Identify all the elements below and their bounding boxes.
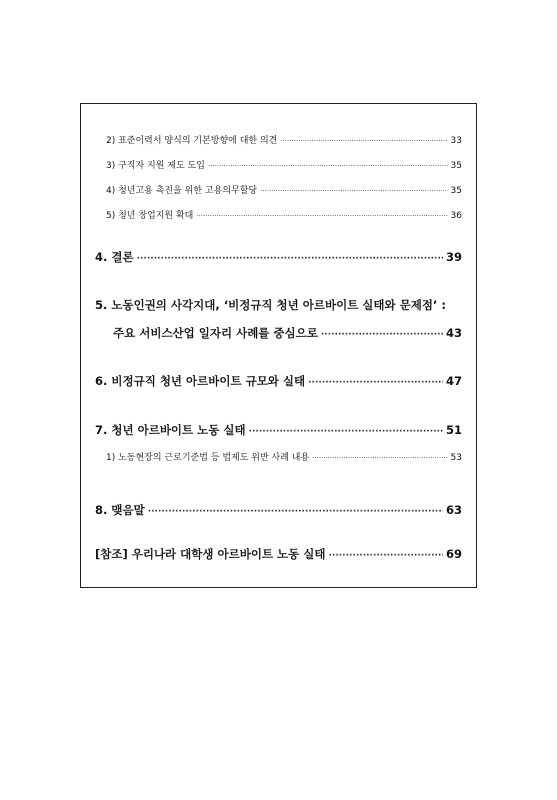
toc-section[interactable] [95, 502, 462, 518]
dot-leader [312, 454, 447, 462]
dot-leader [249, 427, 443, 437]
dot-leader [208, 162, 448, 170]
toc-section-page: 39 [445, 250, 462, 264]
toc-section-page: 47 [445, 374, 462, 388]
toc-entry-label: 4) 청년고용 촉진을 위한 고용의무할당 [106, 186, 258, 196]
toc-section-page: 51 [445, 423, 462, 437]
dot-leader [196, 212, 447, 220]
toc-entry[interactable] [106, 208, 462, 221]
toc-section-label: 7. 청년 아르바이트 노동 실태 [95, 423, 246, 437]
toc-entry-label: 1) 노동현장의 근로기준법 등 법제도 위반 사례 내용 [106, 453, 310, 463]
dot-leader [280, 137, 447, 145]
toc-section-page: 69 [445, 547, 462, 561]
toc-entry-page: 35 [450, 186, 462, 196]
toc-entry-page: 36 [450, 211, 462, 221]
toc-entry-label: 5) 청년 창업지원 확대 [106, 211, 194, 221]
toc-section[interactable] [113, 325, 462, 341]
toc-section-label: 6. 비정규직 청년 아르바이트 규모와 실태 [95, 374, 306, 388]
toc-section[interactable] [95, 546, 462, 562]
toc-entry[interactable] [106, 133, 462, 146]
dot-leader [321, 330, 443, 340]
toc-section-label: [참조] 우리나라 대학생 아르바이트 노동 실태 [95, 547, 326, 561]
toc-section-label: 4. 결론 [95, 250, 134, 264]
toc-section-title-line[interactable]: 5. 노동인권의 사각지대, ‘비정규직 청년 아르바이트 실태와 문제점’ : [95, 298, 446, 312]
toc-section[interactable] [95, 373, 462, 389]
toc-entry-page: 35 [450, 161, 462, 171]
toc-entry-page: 33 [450, 136, 462, 146]
dot-leader [260, 187, 447, 195]
dot-leader [137, 254, 443, 264]
toc-entry-label: 2) 표준이력서 양식의 기본방향에 대한 의견 [106, 136, 278, 146]
toc-entry-page: 53 [450, 453, 462, 463]
toc-section-label: 주요 서비스산업 일자리 사례를 중심으로 [113, 326, 318, 340]
toc-section-label: 8. 맺음말 [95, 503, 145, 517]
dot-leader [148, 507, 443, 517]
dot-leader [329, 551, 443, 561]
toc-section[interactable] [95, 422, 462, 438]
dot-leader [308, 378, 443, 388]
toc-section-page: 43 [445, 326, 462, 340]
toc-entry[interactable] [106, 183, 462, 196]
toc-entry[interactable] [106, 450, 462, 463]
toc-entry-label: 3) 구직자 지원 제도 도입 [106, 161, 205, 171]
toc-entry[interactable] [106, 158, 462, 171]
toc-section-page: 63 [445, 503, 462, 517]
toc-section[interactable] [95, 249, 462, 265]
